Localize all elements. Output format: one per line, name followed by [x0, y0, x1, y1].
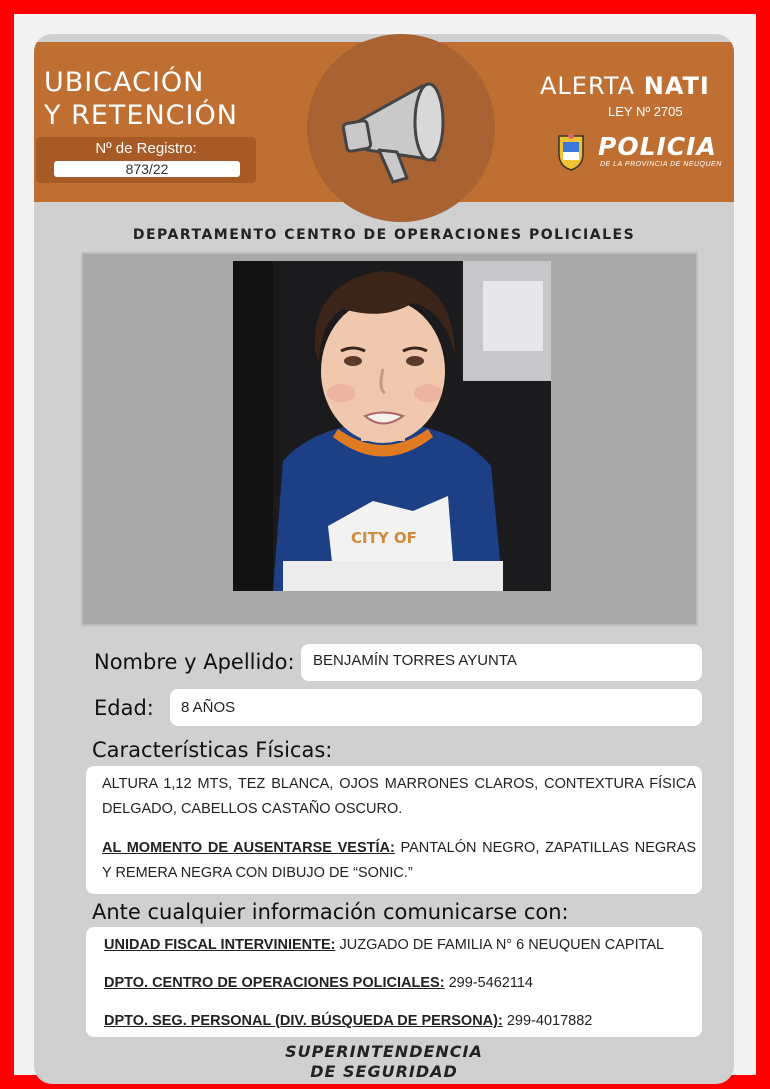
alert-title	[44, 66, 238, 132]
megaphone-icon	[327, 64, 477, 194]
footer-line-1: SUPERINTENDENCIA	[285, 1042, 483, 1061]
edad-label: Edad:	[94, 696, 154, 720]
police-shield-icon	[556, 132, 586, 172]
footer-line-2: DE SEGURIDAD	[310, 1062, 458, 1081]
contact-label: UNIDAD FISCAL INTERVINIENTE:	[104, 937, 336, 953]
registro-box	[36, 137, 256, 183]
title-line-2: Y RETENCIÓN	[44, 100, 238, 131]
contact-phone[interactable]: 299-4017882	[506, 1013, 593, 1029]
shirt-text: CITY OF	[351, 529, 417, 547]
policia-logo-text: POLICIA	[598, 132, 717, 161]
photo-frame	[81, 252, 698, 626]
contact-label: DPTO. SEG. PERSONAL (DIV. BÚSQUEDA DE PERSONA):	[104, 1013, 503, 1029]
policia-subtitle: DE LA PROVINCIA DE NEUQUEN	[600, 161, 722, 168]
vestia-label: AL MOMENTO DE AUSENTARSE VESTÍA:	[102, 840, 395, 856]
nombre-field	[301, 644, 702, 681]
edad-value: 8 AÑOS	[181, 699, 236, 716]
caracteristicas-box	[86, 766, 702, 894]
alerta-nati	[540, 72, 710, 100]
contact-heading: Ante cualquier información comunicarse con:	[92, 900, 569, 924]
ley-number: LEY Nº 2705	[608, 104, 683, 119]
contact-value: JUZGADO DE FAMILIA N° 6 NEUQUEN CAPITAL	[339, 937, 665, 953]
poster-background	[14, 14, 756, 1081]
nombre-label: Nombre y Apellido:	[94, 650, 295, 674]
edad-field	[170, 689, 702, 726]
contact-line-fiscal	[104, 937, 664, 953]
vestia-value: PANTALÓN NEGRO, ZAPATILLAS NEGRAS Y REMERA NEGRA CON DIBUJO DE “SONIC.”	[102, 840, 696, 881]
child-photo-illustration	[233, 261, 551, 591]
contact-phone[interactable]: 299-5462114	[448, 975, 533, 991]
title-line-1: UBICACIÓN	[44, 67, 205, 98]
nombre-value: BENJAMÍN TORRES AYUNTA	[313, 652, 517, 669]
registro-value: 873/22	[54, 161, 240, 177]
caracteristicas-label: Características Físicas:	[92, 738, 333, 762]
child-photo	[233, 261, 551, 591]
registro-label: Nº de Registro:	[95, 140, 197, 157]
caracteristicas-text: ALTURA 1,12 MTS, TEZ BLANCA, OJOS MARRONES CLAROS, CONTEXTURA FÍSICA DELGADO, CABELLOS CASTAÑO OSCURO.	[102, 776, 696, 817]
contact-label: DPTO. CENTRO DE OPERACIONES POLICIALES:	[104, 975, 445, 991]
vestimenta-text	[102, 836, 696, 886]
alerta-name: NATI	[643, 72, 710, 100]
alerta-prefix: ALERTA	[540, 72, 636, 100]
contact-line-operaciones	[104, 975, 533, 991]
contact-line-busqueda	[104, 1013, 592, 1029]
alert-card	[34, 34, 734, 1084]
contact-box	[86, 927, 702, 1037]
department-title: DEPARTAMENTO CENTRO DE OPERACIONES POLICIALES	[132, 227, 636, 243]
footer-agency	[34, 1042, 734, 1082]
